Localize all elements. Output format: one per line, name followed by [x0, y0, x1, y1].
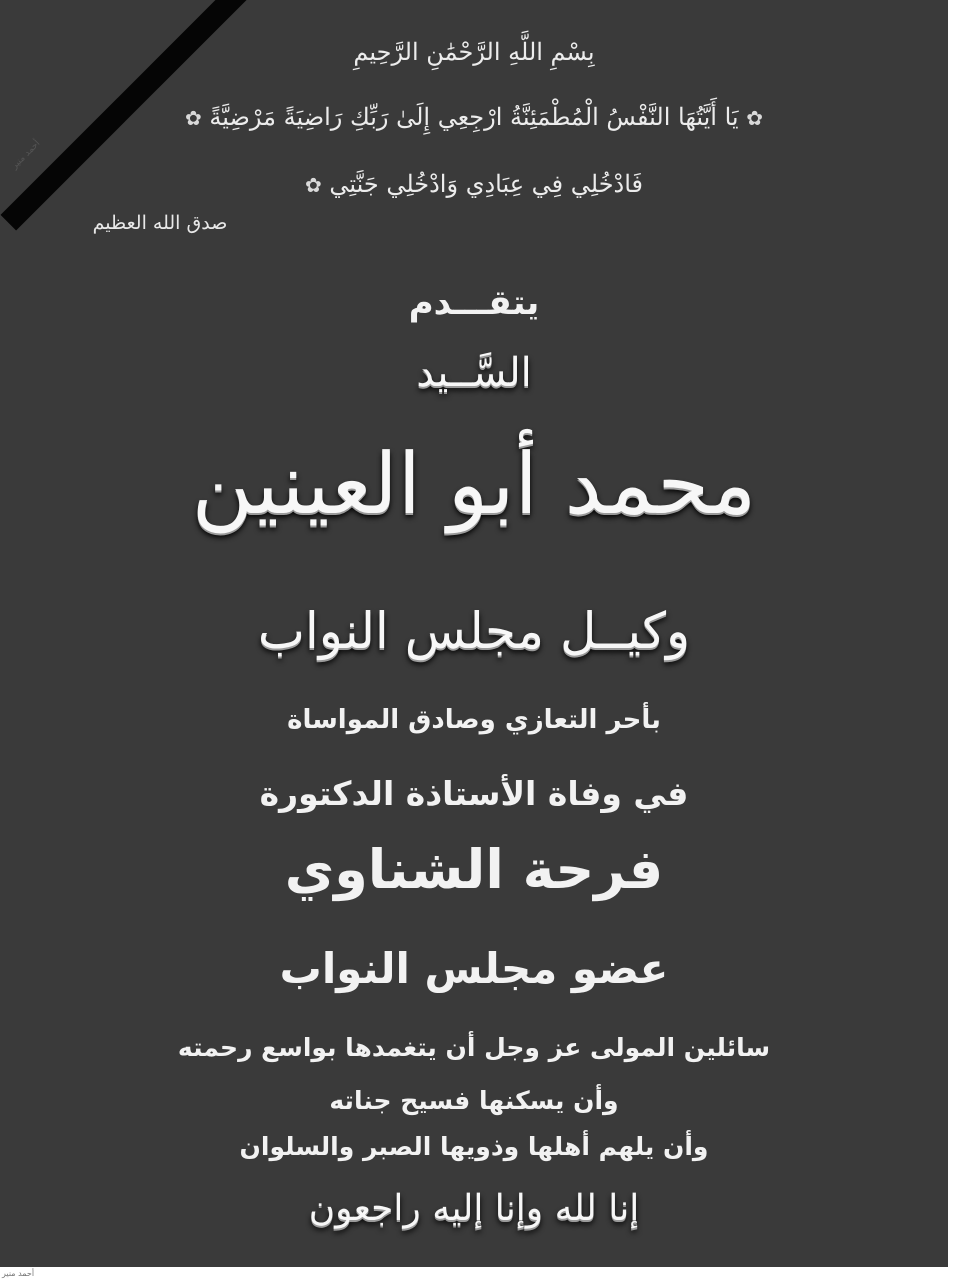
prayer-line-2: وأن يسكنها فسيح جناته: [329, 1086, 619, 1115]
presents-text: يتقـــدم: [408, 283, 540, 323]
deceased-role: عضو مجلس النواب: [279, 944, 669, 993]
condolence-text: بأحر التعازي وصادق المواساة: [287, 705, 661, 735]
quran-verse-line-2: [0, 170, 948, 198]
flower-ornament-icon: ✿: [184, 106, 202, 130]
verse-text-2: فَادْخُلِي فِي عِبَادِي وَادْخُلِي جَنَّتِي: [329, 170, 644, 198]
prayer-line-3: وأن يلهم أهلها وذويها الصبر والسلوان: [239, 1132, 709, 1161]
presenter-name: محمد أبو العينين: [191, 435, 757, 533]
prayer-line-1: سائلين المولى عز وجل أن يتغمدها بواسع رحمته: [177, 1033, 771, 1062]
death-announcement: في وفاة الأستاذة الدكتورة: [259, 774, 689, 813]
verse-text-1: يَا أَيَّتُهَا النَّفْسُ الْمُطْمَئِنَّةُ ارْجِعِي إِلَىٰ رَبِّكِ رَاضِيَةً مَرْضِيَّةً: [209, 103, 739, 131]
footer-watermark: أحمد منير: [2, 1269, 35, 1278]
deceased-name: فرحة الشناوي: [284, 838, 664, 901]
quran-verse-line-1: [0, 103, 948, 131]
closing-phrase: إنا لله وإنا إليه راجعون: [308, 1188, 640, 1229]
sadaq-allah: صدق الله العظيم: [92, 212, 228, 234]
basmala: بِسْمِ اللَّهِ الرَّحْمَٰنِ الرَّحِيمِ: [353, 38, 595, 66]
flower-ornament-icon: ✿: [304, 173, 322, 197]
honorific-mr: السَّــيد: [416, 350, 532, 396]
ribbon-watermark: أحمد منير: [9, 138, 43, 172]
presenter-title: وكيــل مجلس النواب: [257, 602, 691, 660]
flower-ornament-icon: ✿: [746, 106, 764, 130]
